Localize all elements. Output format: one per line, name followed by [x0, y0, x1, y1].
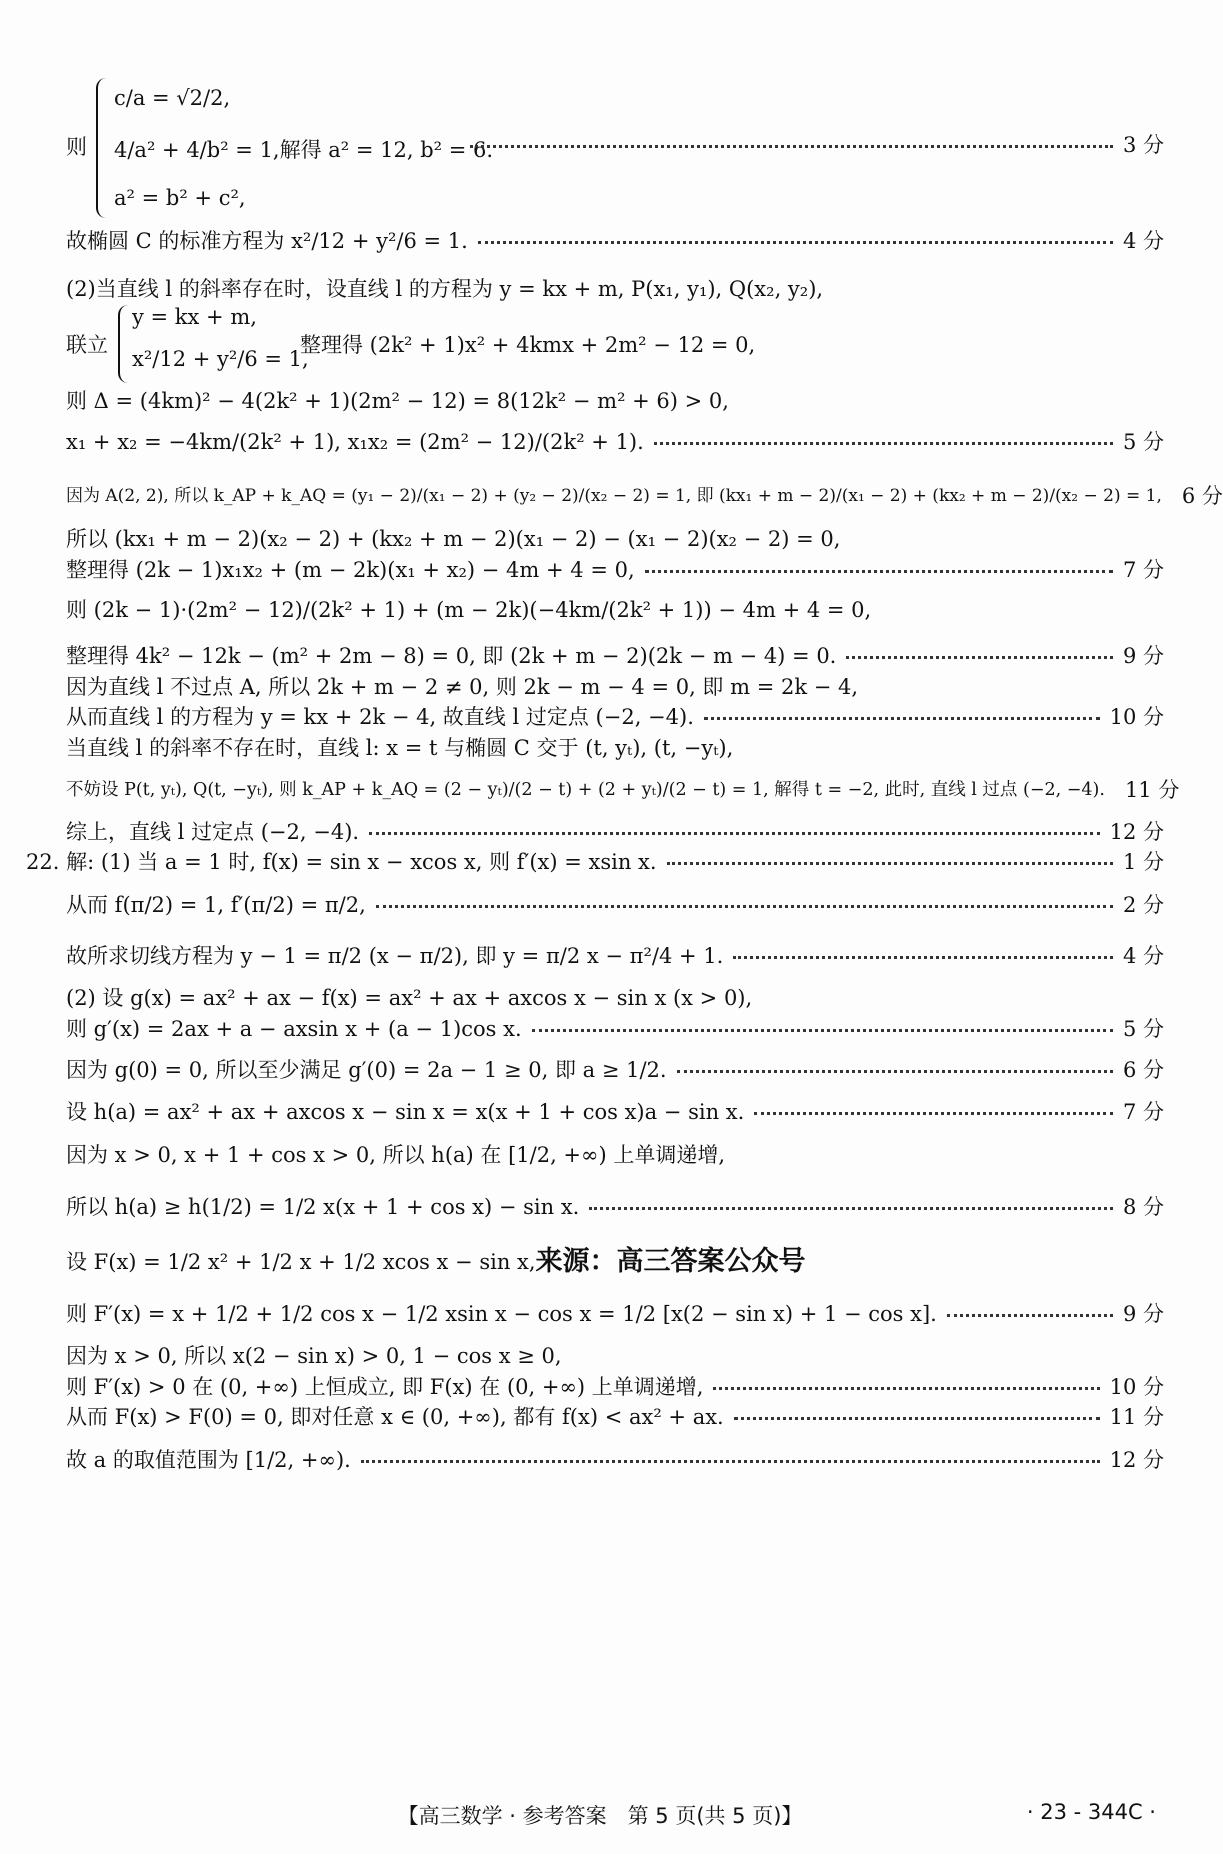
- text: 从而直线 l 的方程为 y = kx + 2k − 4, 故直线 l 过定点 (−2, −4).: [66, 705, 694, 729]
- score: 3 分: [1122, 133, 1164, 157]
- text: 22. 解: (1) 当 a = 1 时, f(x) = sin x − xcos x, 则 f′(x) = xsin x.: [26, 850, 657, 874]
- score: 6 分: [1181, 484, 1223, 508]
- text: 则 F′(x) = x + 1/2 + 1/2 cos x − 1/2 xsin x − cos x = 1/2 [x(2 − sin x) + 1 − cos x].: [66, 1302, 937, 1326]
- solution-line: [66, 484, 1223, 509]
- text: (2)当直线 l 的斜率存在时，设直线 l 的方程为 y = kx + m, P(x₁, y₁), Q(x₂, y₂),: [66, 277, 824, 301]
- text: 整理得 (2k² + 1)x² + 4kmx + 2m² − 12 = 0,: [300, 333, 756, 357]
- score: 10 分: [1109, 1375, 1164, 1399]
- solution-line: [66, 1100, 1164, 1125]
- text: 则 (2k − 1)·(2m² − 12)/(2k² + 1) + (m − 2k)(−4km/(2k² + 1)) − 4m + 4 = 0,: [66, 598, 872, 622]
- text: 故 a 的取值范围为 [1/2, +∞).: [66, 1448, 351, 1472]
- leader-dots: [532, 1027, 1113, 1032]
- score: 11 分: [1109, 1405, 1164, 1429]
- text: 综上，直线 l 过定点 (−2, −4).: [66, 820, 360, 844]
- brace: [96, 78, 108, 218]
- leader-dots: [376, 903, 1113, 908]
- leader-dots: [733, 954, 1113, 959]
- source-note: 来源：高三答案公众号: [535, 1246, 806, 1277]
- leader-dots: [734, 1415, 1100, 1420]
- text: 设 h(a) = ax² + ax + axcos x − sin x = x(x + 1 + cos x)a − sin x.: [66, 1100, 745, 1124]
- brace: [118, 305, 130, 383]
- solution-line: [66, 705, 1164, 730]
- score: 2 分: [1122, 893, 1164, 917]
- solution-line: [66, 1302, 1164, 1327]
- text: 则 Δ = (4km)² − 4(2k² + 1)(2m² − 12) = 8(12k² − m² + 6) > 0,: [66, 389, 729, 413]
- text: x₁ + x₂ = −4km/(2k² + 1), x₁x₂ = (2m² − 12)/(2k² + 1).: [66, 430, 644, 454]
- score: 4 分: [1122, 944, 1164, 968]
- text: 则 g′(x) = 2ax + a − axsin x + (a − 1)cos x.: [66, 1017, 522, 1041]
- leader-dots: [478, 239, 1113, 244]
- text: 整理得 4k² − 12k − (m² + 2m − 8) = 0, 即 (2k + m − 2)(2k − m − 4) = 0.: [66, 644, 837, 668]
- score: 5 分: [1122, 430, 1164, 454]
- question-22-heading: [26, 850, 1164, 875]
- solution-line: [66, 820, 1164, 845]
- solution-line: [66, 229, 1164, 254]
- solution-line: [66, 644, 1164, 669]
- score: 8 分: [1122, 1195, 1164, 1219]
- solution-line: [66, 527, 1164, 552]
- equation: 4/a² + 4/b² = 1,解得 a² = 12, b² = 6.: [114, 138, 494, 162]
- score: 12 分: [1109, 1448, 1164, 1472]
- score: 9 分: [1122, 1302, 1164, 1326]
- footer-title: 【高三数学 · 参考答案 第 5 页(共 5 页)】: [397, 1804, 803, 1828]
- text: (2) 设 g(x) = ax² + ax − f(x) = ax² + ax + axcos x − sin x (x > 0),: [66, 986, 753, 1010]
- text: 因为 A(2, 2), 所以 k_AP + k_AQ = (y₁ − 2)/(x₁ − 2) + (y₂ − 2)/(x₂ − 2) = 1, 即 (kx₁ + m − 2)/(x₁ − 2) + (kx₂ + m − 2)/(x₂ − 2) = 1,: [66, 486, 1162, 507]
- text: 设 F(x) = 1/2 x² + 1/2 x + 1/2 xcos x − sin x,: [66, 1249, 536, 1274]
- solution-line: [66, 1195, 1164, 1220]
- leader-dots: [589, 1205, 1113, 1210]
- leader-dots: [704, 715, 1100, 720]
- leader-dots: [713, 1385, 1099, 1390]
- score: 6 分: [1122, 1058, 1164, 1082]
- text: 故所求切线方程为 y − 1 = π/2 (x − π/2), 即 y = π/2 x − π²/4 + 1.: [66, 944, 724, 968]
- leader-dots: [470, 143, 1113, 148]
- solution-line: [66, 389, 1164, 414]
- equation: c/a = √2/2,: [114, 86, 231, 110]
- score: 7 分: [1122, 1100, 1164, 1124]
- solution-line: [66, 944, 1164, 969]
- leader-dots: [754, 1110, 1113, 1115]
- solution-line: [66, 1143, 1164, 1168]
- solution-line: [66, 1058, 1164, 1083]
- text: 从而 F(x) > F(0) = 0, 即对任意 x ∈ (0, +∞), 都有 f(x) < ax² + ax.: [66, 1405, 724, 1429]
- leader-dots: [645, 568, 1113, 573]
- text: 因为 x > 0, x + 1 + cos x > 0, 所以 h(a) 在 [1/2, +∞) 上单调递增,: [66, 1143, 726, 1167]
- leader-dots: [361, 1458, 1100, 1463]
- text: 因为 g(0) = 0, 所以至少满足 g′(0) = 2a − 1 ≥ 0, 即 a ≥ 1/2.: [66, 1058, 667, 1082]
- solution-line: [66, 1405, 1164, 1430]
- solution-line: [66, 1448, 1164, 1473]
- solution-line: [66, 893, 1164, 918]
- text: 不妨设 P(t, yₜ), Q(t, −yₜ), 则 k_AP + k_AQ = (2 − yₜ)/(2 − t) + (2 + yₜ)/(2 − t) = 1, 解得 t = −2, 此时, 直线 l 过点 (−2, −4).: [66, 780, 1105, 801]
- equation: x²/12 + y²/6 = 1,: [132, 347, 309, 371]
- solution-line: [300, 333, 1164, 358]
- leader-dots: [369, 830, 1100, 835]
- score: 5 分: [1122, 1017, 1164, 1041]
- text: 联立: [66, 333, 108, 357]
- text: 因为直线 l 不过点 A, 所以 2k + m − 2 ≠ 0, 则 2k − m − 4 = 0, 即 m = 2k − 4,: [66, 675, 859, 699]
- score-line: [460, 133, 1164, 158]
- leader-dots: [947, 1312, 1113, 1317]
- solution-line: [66, 558, 1164, 583]
- leader-dots: [846, 654, 1113, 659]
- solution-line: [66, 1246, 1164, 1278]
- score: 4 分: [1122, 229, 1164, 253]
- solution-line: [66, 1375, 1164, 1400]
- solution-line: [66, 430, 1164, 455]
- text: 从而 f(π/2) = 1, f′(π/2) = π/2,: [66, 893, 366, 917]
- solution-line: [66, 986, 1164, 1011]
- footer-code: · 23 - 344C ·: [1026, 1800, 1156, 1824]
- leader-dots: [667, 860, 1113, 865]
- text: 当直线 l 的斜率不存在时，直线 l: x = t 与椭圆 C 交于 (t, yₜ), (t, −yₜ),: [66, 736, 734, 760]
- solution-line: [66, 1017, 1164, 1042]
- text: 则 F′(x) > 0 在 (0, +∞) 上恒成立, 即 F(x) 在 (0, +∞) 上单调递增,: [66, 1375, 704, 1399]
- solution-line: [66, 778, 1180, 803]
- score: 10 分: [1109, 705, 1164, 729]
- score: 7 分: [1122, 558, 1164, 582]
- text: 整理得 (2k − 1)x₁x₂ + (m − 2k)(x₁ + x₂) − 4m + 4 = 0,: [66, 558, 635, 582]
- equation: y = kx + m,: [132, 305, 257, 329]
- solution-line: [66, 675, 1164, 700]
- score: 9 分: [1122, 644, 1164, 668]
- text: 所以 h(a) ≥ h(1/2) = 1/2 x(x + 1 + cos x) − sin x.: [66, 1195, 580, 1219]
- text: 所以 (kx₁ + m − 2)(x₂ − 2) + (kx₂ + m − 2)(x₁ − 2) − (x₁ − 2)(x₂ − 2) = 0,: [66, 527, 841, 551]
- leader-dots: [677, 1068, 1113, 1073]
- score: 11 分: [1124, 778, 1180, 802]
- score: 12 分: [1109, 820, 1164, 844]
- text: 故椭圆 C 的标准方程为 x²/12 + y²/6 = 1.: [66, 229, 468, 253]
- solution-line: [66, 736, 1164, 761]
- solution-line: [66, 598, 1164, 623]
- leader-dots: [654, 440, 1113, 445]
- score: 1 分: [1122, 850, 1164, 874]
- text: 则: [66, 135, 87, 159]
- solution-line: [66, 277, 1164, 302]
- equation: a² = b² + c²,: [114, 186, 246, 210]
- solution-line: [66, 1344, 1164, 1369]
- text: 因为 x > 0, 所以 x(2 − sin x) > 0, 1 − cos x ≥ 0,: [66, 1344, 562, 1368]
